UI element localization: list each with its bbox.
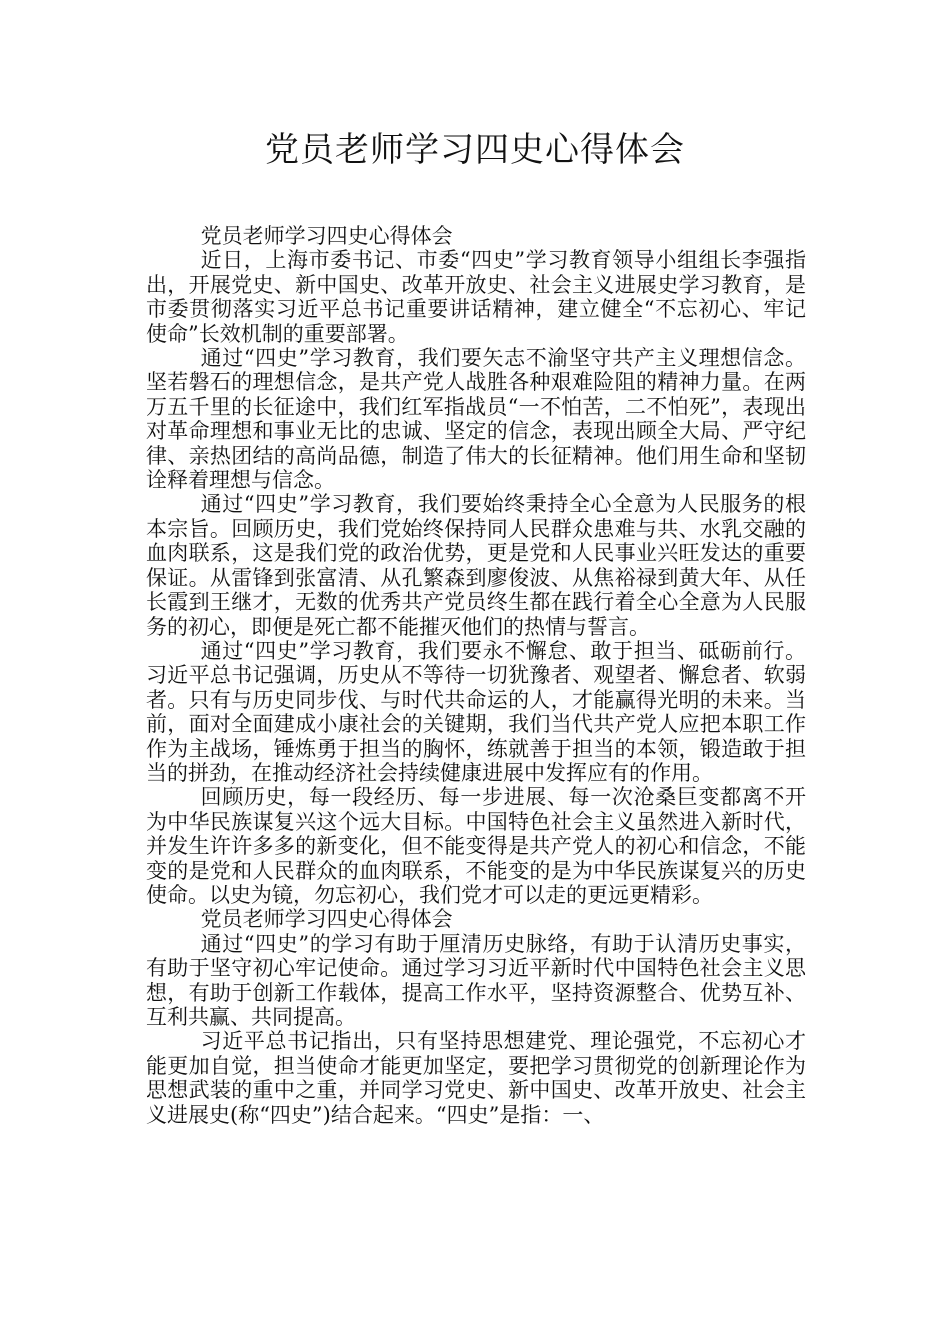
paragraph: 回顾历史，每一段经历、每一步进展、每一次沧桑巨变都离不开为中华民族谋复兴这个远大目标。中国特色社会主义虽然进入新时代，并发生许许多多的新变化，但不能变得是共产党人的初心和信念，不能变的是党和人民群众的血肉联系，不能变的是为中华民族谋复兴的历史使命。以史为镜，勿忘初心，我们党才可以走的更远更精彩。	[146, 785, 806, 907]
paragraph-subtitle: 党员老师学习四史心得体会	[200, 907, 453, 932]
paragraph: 通过“四史”的学习有助于厘清历史脉络，有助于认清历史事实，有助于坚守初心牢记使命。通过学习习近平新时代中国特色社会主义思想，有助于创新工作载体，提高工作水平，坚持资源整合、优势互补、互利共赢、共同提高。	[146, 931, 806, 1029]
paragraph: 近日，上海市委书记、市委“四史”学习教育领导小组组长李强指出，开展党史、新中国史、改革开放史、社会主义进展史学习教育，是市委贯彻落实习近平总书记重要讲话精神，建立健全“不忘初心、牢记使命”长效机制的重要部署。	[146, 248, 806, 346]
paragraph: 通过“四史”学习教育，我们要永不懈怠、敢于担当、砥砺前行。习近平总书记强调，历史从不等待一切犹豫者、观望者、懈怠者、软弱者。只有与历史同步伐、与时代共命运的人，才能赢得光明的未来。当前，面对全面建成小康社会的关键期，我们当代共产党人应把本职工作作为主战场，锤炼勇于担当的胸怀，练就善于担当的本领，锻造敢于担当的拼劲，在推动经济社会持续健康进展中发挥应有的作用。	[146, 638, 806, 785]
paragraph: 通过“四史”学习教育，我们要始终秉持全心全意为人民服务的根本宗旨。回顾历史，我们党始终保持同人民群众患难与共、水乳交融的血肉联系，这是我们党的政治优势，更是党和人民事业兴旺发达的重要保证。从雷锋到张富清、从孔繁森到廖俊波、从焦裕禄到黄大年、从任长霞到王继才，无数的优秀共产党员终生都在践行着全心全意为人民服务的初心，即便是死亡都不能摧灭他们的热情与誓言。	[146, 492, 806, 639]
paragraph: 习近平总书记指出，只有坚持思想建党、理论强党，不忘初心才能更加自觉，担当使命才能更加坚定，要把学习贯彻党的创新理论作为思想武装的重中之重，并同学习党史、新中国史、改革开放史、社会主义进展史(称“四史”)结合起来。“四史”是指：一、	[146, 1029, 806, 1127]
paragraph: 通过“四史”学习教育，我们要矢志不渝坚守共产主义理想信念。坚若磐石的理想信念，是共产党人战胜各种艰难险阻的精神力量。在两万五千里的长征途中，我们红军指战员“一不怕苦，二不怕死”，表现出对革命理想和事业无比的忠诚、坚定的信念，表现出顾全大局、严守纪律、亲热团结的高尚品德，制造了伟大的长征精神。他们用生命和坚韧诠释着理想与信念。	[146, 346, 806, 493]
paragraph-subtitle: 党员老师学习四史心得体会	[200, 224, 453, 248]
document-body	[146, 224, 806, 1127]
document-title: 党员老师学习四史心得体会	[265, 130, 685, 170]
